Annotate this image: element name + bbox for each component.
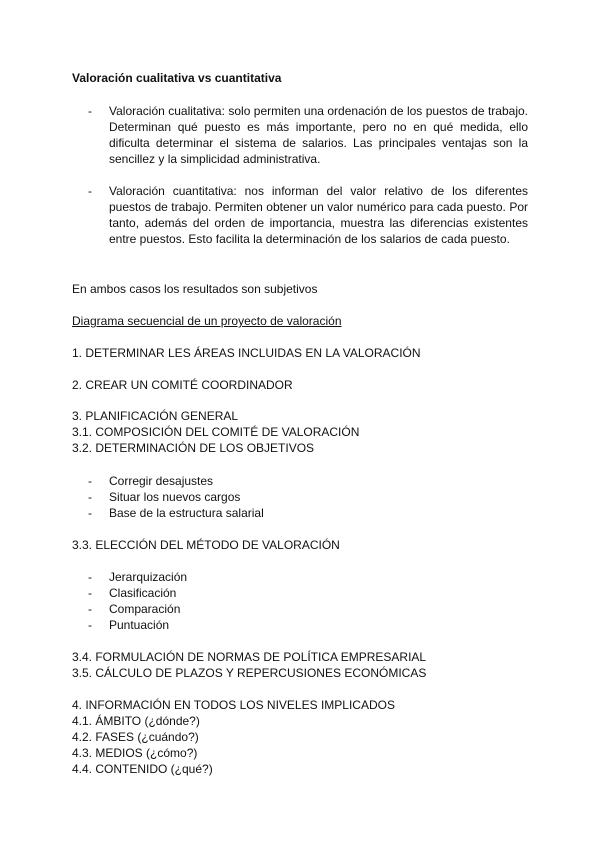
list-dash: - (88, 490, 92, 504)
objective-item (88, 473, 213, 489)
list-dash: - (88, 474, 92, 488)
list-dash: - (88, 586, 92, 600)
diagram-heading: Diagrama secuencial de un proyecto de valoración (72, 314, 342, 328)
bullet-cuantitativa (88, 183, 528, 247)
step-2: 2. CREAR UN COMITÉ COORDINADOR (72, 378, 293, 392)
bullet-cualitativa (88, 103, 528, 167)
objective-label: Situar los nuevos cargos (109, 490, 241, 504)
step-3-1: 3.1. COMPOSICIÓN DEL COMITÉ DE VALORACIÓN (72, 425, 360, 439)
step-3-3: 3.3. ELECCIÓN DEL MÉTODO DE VALORACIÓN (72, 538, 340, 552)
step-3-2: 3.2. DETERMINACIÓN DE LOS OBJETIVOS (72, 441, 315, 455)
conclusion-text: En ambos casos los resultados son subjetivos (72, 282, 318, 296)
method-item (88, 601, 180, 617)
bullet-text: Valoración cuantitativa: nos informan del valor relativo de los diferentes puestos de trabajo. Permiten obtener un valor numérico para cada puesto. Por tanto, además del orden de importancia, muestra las diferencias existentes entre puestos. Esto facilita la determinación de los salarios de cada puesto. (109, 184, 528, 246)
step-4-1: 4.1. ÁMBITO (¿dónde?) (72, 714, 200, 728)
list-dash: - (88, 570, 92, 584)
method-item (88, 585, 176, 601)
step-3: 3. PLANIFICACIÓN GENERAL (72, 409, 239, 423)
list-dash: - (88, 602, 92, 616)
list-dash: - (88, 618, 92, 632)
step-3-5: 3.5. CÁLCULO DE PLAZOS Y REPERCUSIONES ECONÓMICAS (72, 666, 427, 680)
objective-label: Base de la estructura salarial (109, 506, 264, 520)
step-4-3: 4.3. MEDIOS (¿cómo?) (72, 746, 198, 760)
step-4-2: 4.2. FASES (¿cuándo?) (72, 730, 199, 744)
step-4-4: 4.4. CONTENIDO (¿qué?) (72, 762, 213, 776)
method-label: Clasificación (109, 586, 177, 600)
bullet-dash: - (88, 184, 92, 198)
bullet-dash: - (88, 104, 92, 118)
step-3-4: 3.4. FORMULACIÓN DE NORMAS DE POLÍTICA EMPRESARIAL (72, 650, 427, 664)
method-item (88, 617, 169, 633)
step-1: 1. DETERMINAR LES ÁREAS INCLUIDAS EN LA VALORACIÓN (72, 346, 421, 360)
method-label: Jerarquización (109, 570, 188, 584)
list-dash: - (88, 506, 92, 520)
step-4: 4. INFORMACIÓN EN TODOS LOS NIVELES IMPLICADOS (72, 698, 395, 712)
page-title: Valoración cualitativa vs cuantitativa (72, 71, 282, 85)
objective-label: Corregir desajustes (109, 474, 214, 488)
method-label: Comparación (109, 602, 181, 616)
method-label: Puntuación (109, 618, 170, 632)
method-item (88, 569, 187, 585)
bullet-text: Valoración cualitativa: solo permiten una ordenación de los puestos de trabajo. Determinan qué puesto es más importante, pero no en qué medida, ello dificulta determinar el sistema de salarios. Las principales ventajas son la sencillez y la simplicidad administrativa. (109, 104, 528, 166)
objective-item (88, 489, 240, 505)
objective-item (88, 505, 264, 521)
